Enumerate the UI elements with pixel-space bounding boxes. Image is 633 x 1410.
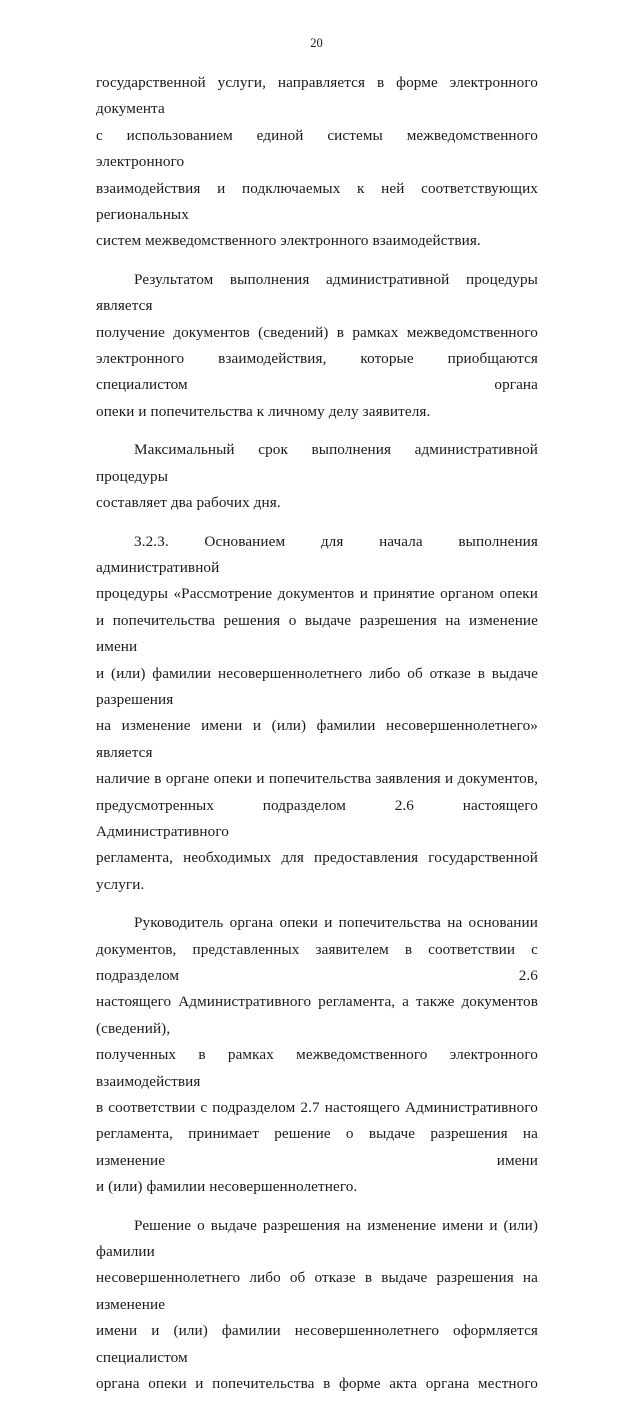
- text-line: на изменение имени и (или) фамилии несовершеннолетнего» является: [96, 717, 538, 761]
- text-line: настоящего Административного регламента, а также документов (сведений),: [96, 993, 538, 1037]
- text-line: процедуры «Рассмотрение документов и принятие органом опеки: [96, 585, 538, 603]
- text-line: и (или) фамилии несовершеннолетнего.: [96, 1178, 358, 1196]
- text-line: 3.2.3. Основанием для начала выполнения административной: [96, 532, 538, 576]
- text-line: Руководитель органа опеки и попечительства на основании: [134, 914, 538, 932]
- paragraph: [96, 910, 538, 1200]
- text-line: Решение о выдаче разрешения на изменение имени и (или) фамилии: [96, 1216, 538, 1261]
- paragraph: [96, 529, 538, 899]
- text-line: регламента, необходимых для предоставления государственной услуги.: [96, 849, 538, 893]
- text-line: регламента, принимает решение о выдаче разрешения на изменение имени: [96, 1125, 538, 1169]
- document-body: [96, 70, 538, 1410]
- text-line: документов, представленных заявителем в соответствии с подразделом 2.6: [96, 940, 538, 984]
- text-line: составляет два рабочих дня.: [96, 494, 281, 512]
- text-line: с использованием единой системы межведомственного электронного: [96, 126, 538, 171]
- text-line: опеки и попечительства к личному делу заявителя.: [96, 402, 431, 420]
- text-line: Результатом выполнения административной процедуры является: [96, 270, 538, 315]
- paragraph: [96, 267, 538, 425]
- text-line: предусмотренных подразделом 2.6 настоящего Административного: [96, 796, 538, 840]
- text-line: взаимодействия и подключаемых к ней соответствующих региональных: [96, 179, 538, 224]
- text-line: органа опеки и попечительства в форме акта органа местного: [96, 1375, 538, 1393]
- text-line: государственной услуги, направляется в форме электронного документа: [96, 74, 538, 118]
- page-number: 20: [310, 36, 323, 50]
- text-line: в соответствии с подразделом 2.7 настоящего Административного: [96, 1099, 538, 1117]
- paragraph: [96, 70, 538, 255]
- text-line: получение документов (сведений) в рамках межведомственного: [96, 323, 538, 341]
- text-line: и (или) фамилии несовершеннолетнего либо об отказе в выдаче разрешения: [96, 664, 538, 708]
- text-line: полученных в рамках межведомственного электронного взаимодействия: [96, 1046, 538, 1090]
- text-line: систем межведомственного электронного взаимодействия.: [96, 232, 481, 250]
- text-line: и попечительства решения о выдаче разрешения на изменение имени: [96, 611, 538, 656]
- text-line: Максимальный срок выполнения административной процедуры: [96, 441, 538, 485]
- text-line: электронного взаимодействия, которые приобщаются специалистом органа: [96, 350, 538, 394]
- paragraph: [96, 1213, 538, 1398]
- text-line: несовершеннолетнего либо об отказе в выдаче разрешения на изменение: [96, 1269, 538, 1313]
- text-line: наличие в органе опеки и попечительства заявления и документов,: [96, 770, 538, 788]
- paragraph: [96, 437, 538, 516]
- text-line: имени и (или) фамилии несовершеннолетнего оформляется специалистом: [96, 1322, 538, 1366]
